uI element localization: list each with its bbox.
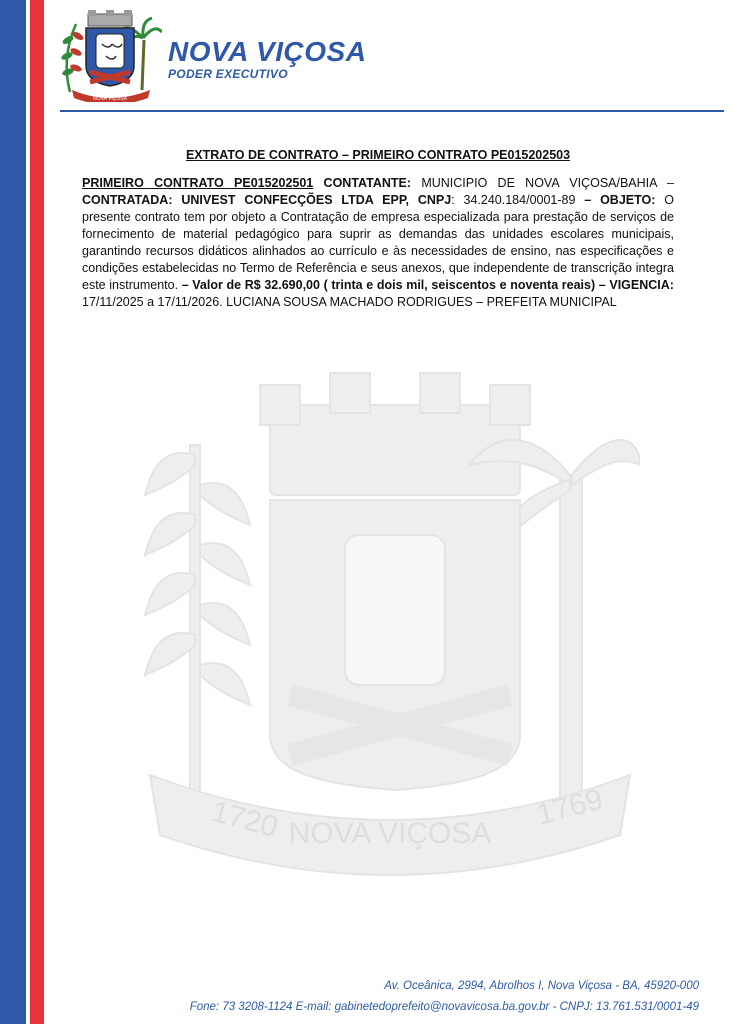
footer-contact: Fone: 73 3208-1124 E-mail: gabinetedoprefeito@novavicosa.ba.gov.br - CNPJ: 13.761.531/0001-49 bbox=[189, 1001, 699, 1013]
cnpj-value: : 34.240.184/0001-89 bbox=[451, 193, 576, 207]
vigencia-text: 17/11/2025 a 17/11/2026. LUCIANA SOUSA MACHADO RODRIGUES – PREFEITA MUNICIPAL bbox=[82, 295, 617, 309]
left-red-stripe bbox=[30, 0, 44, 1024]
svg-text:1769: 1769 bbox=[533, 782, 607, 832]
document-title: EXTRATO DE CONTRATO – PRIMEIRO CONTRATO PE015202503 bbox=[185, 148, 571, 162]
city-crest-logo bbox=[58, 10, 162, 102]
left-blue-stripe bbox=[0, 0, 26, 1024]
contratante-value: MUNICIPIO DE NOVA VIÇOSA/BAHIA – bbox=[421, 176, 675, 190]
contract-value: – Valor de R$ 32.690,00 ( trinta e dois mil, seiscentos e noventa reais) – bbox=[181, 278, 606, 292]
contract-reference: PRIMEIRO CONTRATO PE015202501 bbox=[82, 176, 314, 190]
contratante-label: CONTATANTE: bbox=[323, 176, 412, 190]
svg-text:1720: 1720 bbox=[208, 794, 282, 845]
objeto-text: O presente contrato tem por objeto a Contratação de empresa especializada para prestação de serviços de fornecimento de material pedagógico para suprir as demandas das unidades escolares municipais, garantindo recursos didáticos alinhados ao currículo e às necessidades de ensino, nas especificações e condições estabelecidas no Termo de Referência e seus anexos, que independente de transcrição integra este instrumento. bbox=[82, 193, 674, 292]
objeto-label: – OBJETO: bbox=[584, 193, 656, 207]
footer-address: Av. Oceânica, 2994, Abrolhos I, Nova Viçosa - BA, 45920-000 bbox=[384, 980, 699, 992]
brand-subtitle: PODER EXECUTIVO bbox=[168, 67, 288, 81]
vigencia-label: VIGENCIA: bbox=[609, 278, 674, 292]
brand-title: NOVA VIÇOSA bbox=[168, 36, 367, 67]
contratada-label: CONTRATADA: UNIVEST CONFECÇÕES LTDA EPP, CNPJ bbox=[82, 193, 452, 207]
svg-text:NOVA VIÇOSA: NOVA VIÇOSA bbox=[288, 817, 492, 850]
document-body bbox=[82, 175, 674, 311]
svg-text:NOVA VIÇOSA: NOVA VIÇOSA bbox=[93, 96, 127, 102]
crest-watermark bbox=[140, 365, 640, 885]
header-divider bbox=[60, 110, 724, 112]
